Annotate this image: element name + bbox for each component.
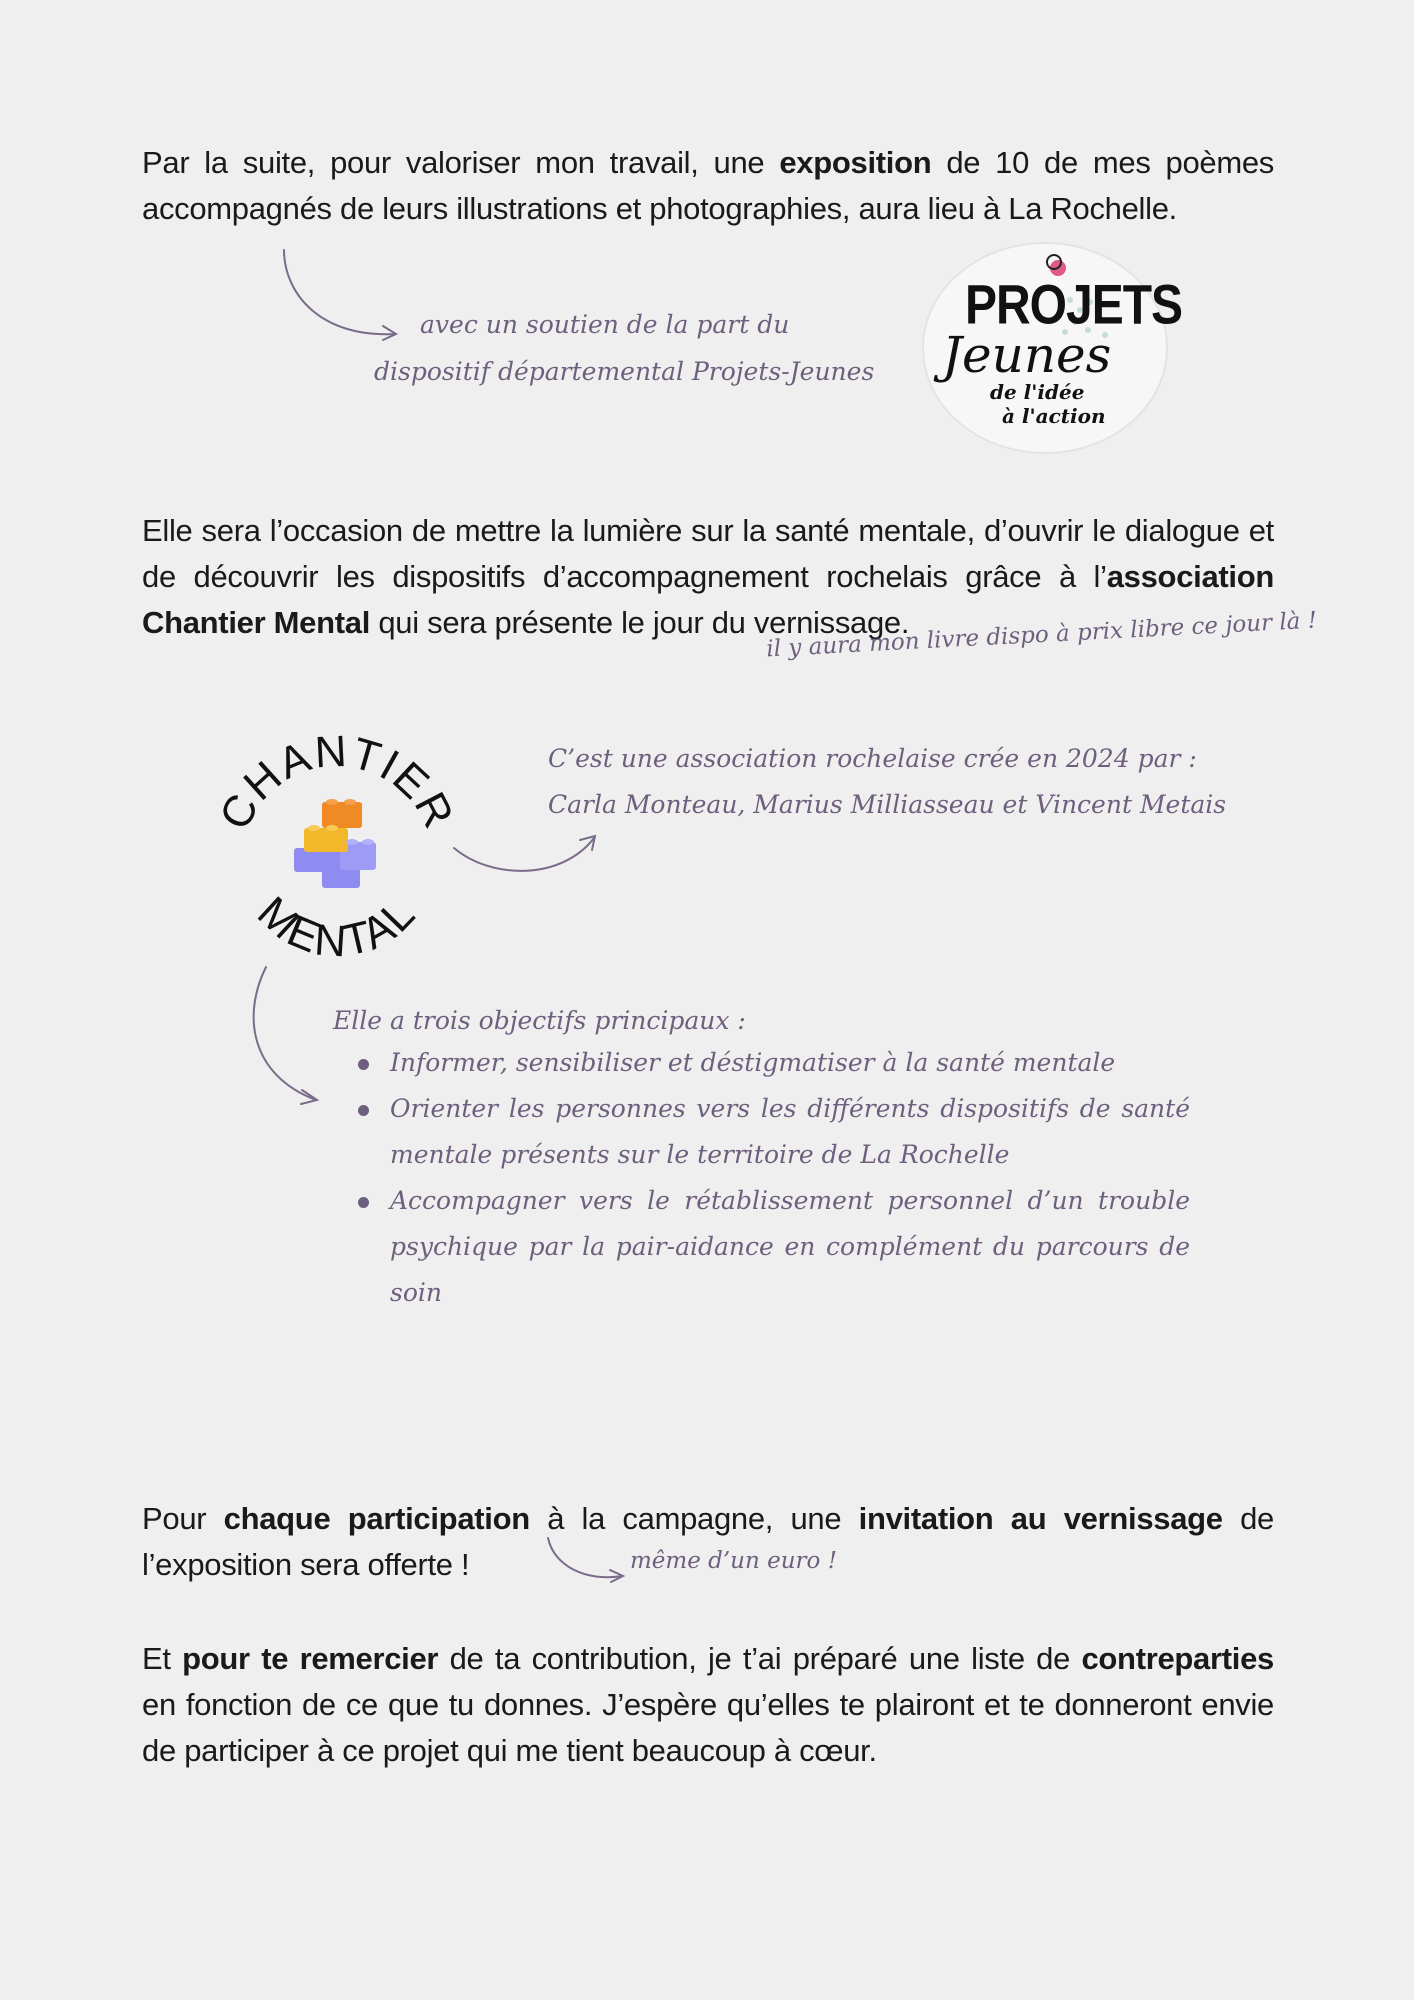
objective-item: Orienter les personnes vers les différents dispositifs de santé mentale présents sur le territoire de La Rochelle — [390, 1086, 1190, 1178]
association-arrow-icon — [452, 830, 602, 880]
invitation-highlight: invitation au vernissage — [858, 1501, 1223, 1536]
projets-jeunes-logo — [920, 240, 1183, 455]
association-note-line1: C’est une association rochelaise crée en 2024 par : — [548, 744, 1197, 773]
book-note: il y aura mon livre dispo à prix libre ce jour là ! — [765, 607, 1318, 663]
objectives-arrow-icon — [248, 965, 323, 1105]
exhibition-highlight: exposition — [779, 145, 932, 180]
rewards-highlight: contreparties — [1081, 1641, 1274, 1676]
rewards-paragraph: Et pour te remercier de ta contribution, je t’ai préparé une liste de contreparties en fonction de ce que tu donnes. J’espère qu’elles te plairont et te donneront envie de participer à ce projet qui me tient beaucoup à cœur. — [142, 1641, 1274, 1768]
association-highlight: association Chantier Mental — [142, 559, 1274, 640]
exhibition-paragraph: Par la suite, pour valoriser mon travail, une exposition de 10 de mes poèmes accompagnés de leurs illustrations et photographies, aura lieu à La Rochelle. — [142, 145, 1274, 226]
chantier-logo-bottom: MENTAL — [248, 887, 426, 960]
objectives-list — [332, 1040, 1190, 1316]
euro-arrow-icon — [546, 1536, 626, 1586]
lego-bricks-icon — [294, 799, 376, 888]
svg-text:MENTAL — [248, 887, 425, 960]
objectives-intro: Elle a trois objectifs principaux : — [333, 1006, 746, 1035]
mental-health-paragraph: Elle sera l’occasion de mettre la lumière sur la santé mentale, d’ouvrir le dialogue et de découvrir les dispositifs d’accompagnement rochelais grâce à l’association Chantier Mental qui sera présente le jour du vernissage. — [142, 513, 1274, 640]
projets-jeunes-tagline2: à l'action — [1002, 404, 1106, 428]
projets-jeunes-tagline1: de l'idée — [990, 380, 1085, 404]
projets-jeunes-script: Jeunes — [942, 326, 1112, 384]
euro-note: même d’un euro ! — [630, 1548, 837, 1574]
chantier-logo-top: HANTIE — [234, 730, 440, 810]
support-note-line1: avec un soutien de la part du — [420, 310, 790, 339]
chantier-mental-logo — [222, 730, 452, 960]
objective-item: Accompagner vers le rétablissement personnel d’un trouble psychique par la pair-aidance en complément du parcours de soin — [390, 1178, 1190, 1316]
support-note-line2: dispositif départemental Projets-Jeunes — [374, 357, 875, 386]
association-note-line2: Carla Monteau, Marius Milliasseau et Vincent Metais — [548, 790, 1227, 819]
objective-item: Informer, sensibiliser et déstigmatiser à la santé mentale — [390, 1040, 1190, 1086]
invitation-paragraph: Pour chaque participation à la campagne, une invitation au vernissage de l’exposition sera offerte ! — [142, 1501, 1274, 1582]
thanks-highlight: pour te remercier — [182, 1641, 439, 1676]
participation-highlight: chaque participation — [223, 1501, 530, 1536]
support-arrow-icon — [280, 248, 410, 348]
projets-jeunes-title: PROJETS — [965, 275, 1183, 336]
